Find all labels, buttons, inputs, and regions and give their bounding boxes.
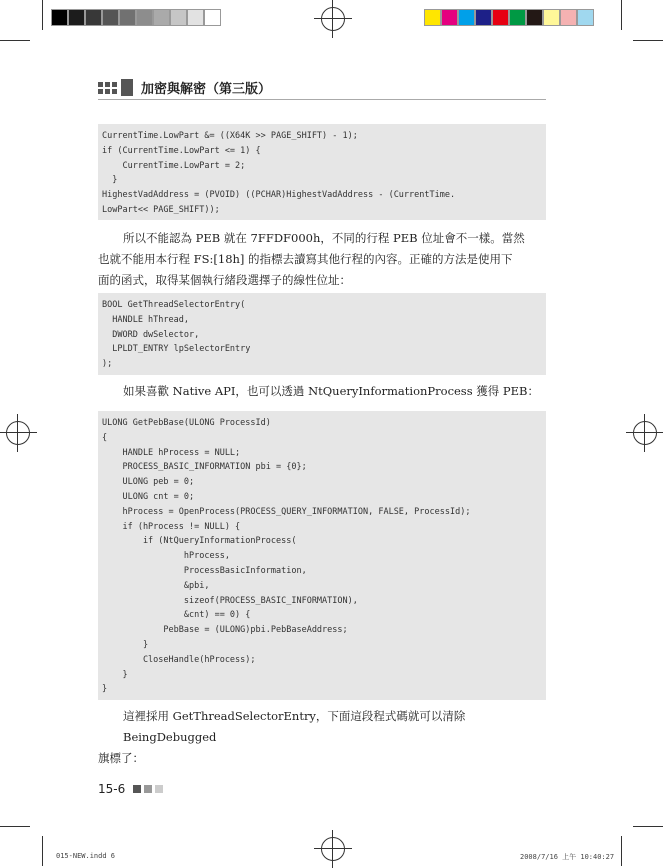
page-footer — [98, 782, 163, 796]
code-line: hProcess = OpenProcess(PROCESS_QUERY_INFORMATION, FALSE, ProcessId); — [102, 506, 471, 517]
color-swatch — [170, 9, 187, 26]
color-swatch — [187, 9, 204, 26]
code-line: if (NtQueryInformationProcess( — [102, 536, 297, 547]
code-line: &cnt) == 0) { — [102, 610, 251, 621]
code-line: ULONG GetPebBase(ULONG ProcessId) — [102, 418, 271, 428]
color-swatch — [526, 9, 543, 26]
code-line: CurrentTime.LowPart &= ((X64K >> PAGE_SHIFT) - 1); — [102, 131, 358, 141]
crop-mark — [633, 40, 663, 41]
header-divider — [98, 99, 546, 100]
paragraph-line: 也就不能用本行程 FS:[18h] 的指標去讀寫其他行程的內容。正確的方法是使用下 — [98, 252, 513, 266]
footer-square-icon — [133, 785, 141, 793]
code-line: ProcessBasicInformation, — [102, 565, 307, 576]
color-swatch — [492, 9, 509, 26]
code-line: PROCESS_BASIC_INFORMATION pbi = {0}; — [102, 462, 307, 473]
color-swatch — [68, 9, 85, 26]
code-line: &pbi, — [102, 580, 210, 591]
slug-file-info: 015-NEW.indd 6 — [56, 852, 116, 860]
code-line: CloseHandle(hProcess); — [102, 654, 256, 665]
paragraph-line: 旗標了： — [98, 751, 144, 765]
registration-mark-top — [318, 4, 348, 34]
color-swatch — [475, 9, 492, 26]
code-line: if (CurrentTime.LowPart <= 1) { — [102, 145, 261, 156]
color-swatch — [543, 9, 560, 26]
header-grid-icon — [98, 82, 117, 94]
code-line: hProcess, — [102, 551, 230, 562]
footer-square-icon — [155, 785, 163, 793]
grayscale-bar — [51, 9, 221, 26]
code-line: } — [102, 669, 128, 680]
code-line: sizeof(PROCESS_BASIC_INFORMATION), — [102, 595, 358, 606]
code-block-3 — [98, 411, 546, 700]
paragraph-3 — [98, 706, 546, 769]
crop-mark — [0, 40, 30, 41]
code-line: ULONG peb = 0; — [102, 477, 195, 488]
paragraph-1 — [98, 228, 546, 291]
code-line: HANDLE hProcess = NULL; — [102, 447, 241, 458]
color-swatch — [102, 9, 119, 26]
code-line: } — [102, 175, 118, 186]
color-swatch — [509, 9, 526, 26]
paragraph-line: 所以不能認為 PEB 就在 7FFDF000h，不同的行程 PEB 位址會不一樣。當然 — [123, 231, 525, 245]
code-line: } — [102, 639, 149, 650]
code-line: BOOL GetThreadSelectorEntry( — [102, 300, 246, 310]
paragraph-line: 這裡採用 GetThreadSelectorEntry，下面這段程式碼就可以清除 BeingDebugged — [123, 709, 466, 744]
color-swatch — [204, 9, 221, 26]
header-block-icon — [121, 79, 133, 96]
code-line: PebBase = (ULONG)pbi.PebBaseAddress; — [102, 625, 348, 636]
code-line: ); — [102, 359, 113, 370]
code-block-2 — [98, 293, 546, 375]
color-swatch — [136, 9, 153, 26]
code-line: } — [102, 684, 108, 695]
paragraph-2 — [98, 381, 546, 402]
page-number: 15-6 — [98, 782, 126, 796]
code-line: { — [102, 432, 108, 443]
code-block-1 — [98, 124, 546, 220]
code-line: HighestVadAddress = (PVOID) ((PCHAR)HighestVadAddress - (CurrentTime. — [102, 190, 456, 201]
footer-square-icon — [144, 785, 152, 793]
registration-mark-bottom — [318, 834, 348, 864]
code-line: HANDLE hThread, — [102, 314, 189, 325]
code-line: DWORD dwSelector, — [102, 329, 200, 340]
code-line: CurrentTime.LowPart = 2; — [102, 160, 246, 171]
code-line: ULONG cnt = 0; — [102, 491, 195, 502]
crop-mark — [0, 826, 30, 827]
code-line: LowPart<< PAGE_SHIFT)); — [102, 204, 220, 215]
paragraph-line: 如果喜歡 Native API，也可以透過 NtQueryInformationProcess 獲得 PEB： — [123, 384, 540, 398]
color-swatch — [85, 9, 102, 26]
crop-mark — [621, 836, 622, 866]
code-line: if (hProcess != NULL) { — [102, 521, 241, 532]
code-line: LPLDT_ENTRY lpSelectorEntry — [102, 344, 251, 355]
paragraph-line: 面的函式，取得某個執行緒段選擇子的線性位址： — [98, 273, 351, 287]
color-bar — [424, 9, 594, 26]
crop-mark — [42, 0, 43, 30]
book-title: 加密與解密（第三版） — [141, 82, 272, 97]
crop-mark — [621, 0, 622, 30]
registration-mark-left — [3, 418, 33, 448]
running-header — [98, 78, 271, 97]
slug-timestamp: 2008/7/16 上午 10:40:27 — [520, 853, 615, 861]
color-swatch — [153, 9, 170, 26]
color-swatch — [560, 9, 577, 26]
color-swatch — [458, 9, 475, 26]
color-swatch — [441, 9, 458, 26]
color-swatch — [51, 9, 68, 26]
registration-mark-right — [630, 418, 660, 448]
color-swatch — [119, 9, 136, 26]
color-swatch — [424, 9, 441, 26]
crop-mark — [633, 826, 663, 827]
crop-mark — [42, 836, 43, 866]
color-swatch — [577, 9, 594, 26]
